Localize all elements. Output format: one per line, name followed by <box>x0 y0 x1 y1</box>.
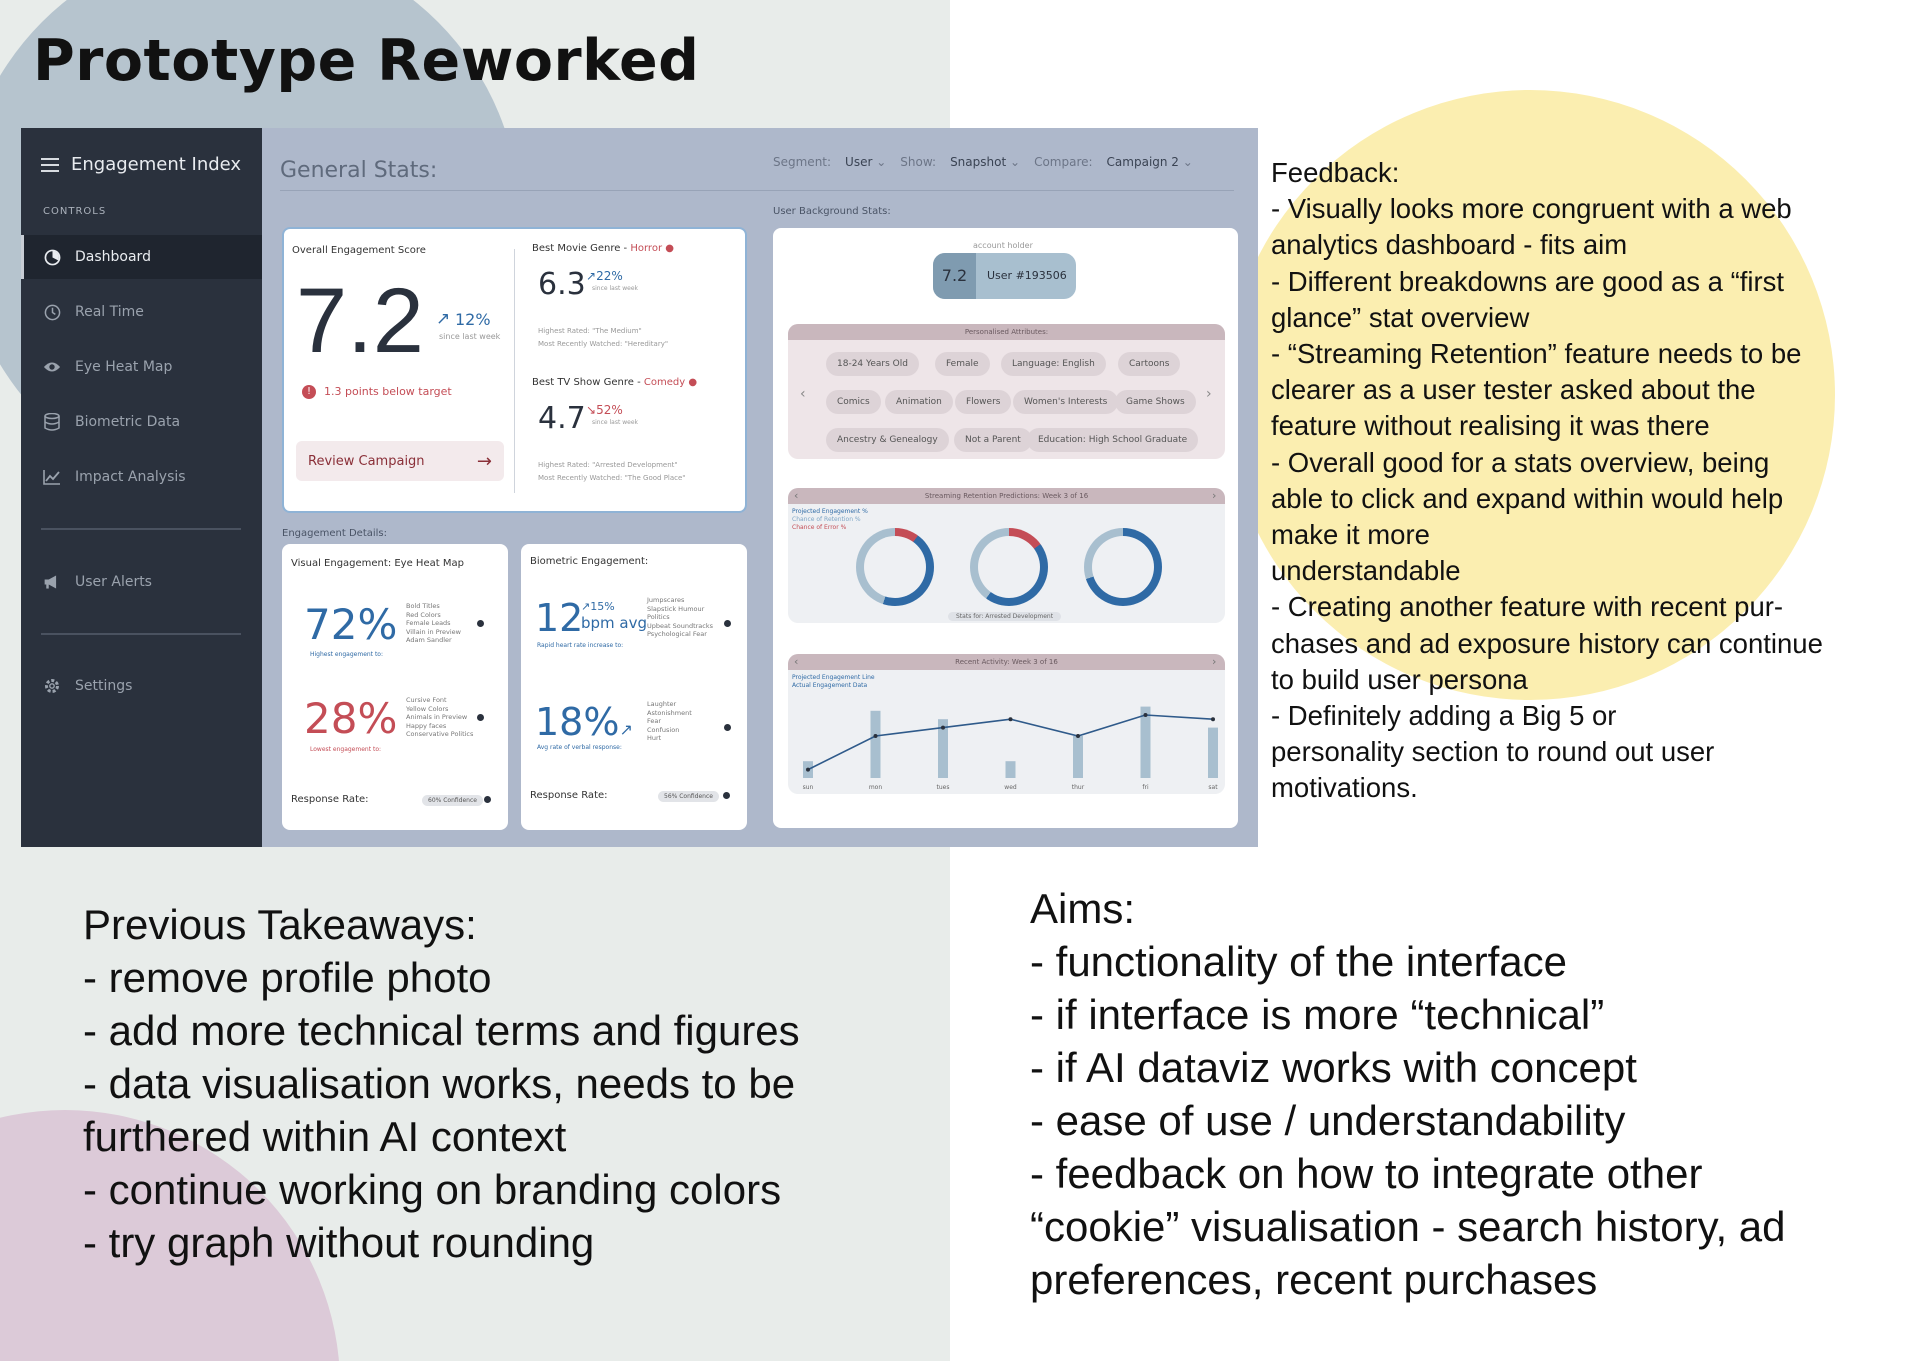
sidebar-divider <box>41 528 241 530</box>
tv-highest: Highest Rated: "Arrested Development" <box>538 461 678 469</box>
x-tick-label: fri <box>1142 784 1149 791</box>
high-note: Highest engagement to: <box>310 651 383 658</box>
feedback-line: understandable <box>1271 555 1461 587</box>
x-tick-label: sat <box>1208 784 1218 791</box>
dashboard-icon <box>43 248 61 266</box>
attribute-tag[interactable]: Education: High School Graduate <box>1027 428 1198 452</box>
x-tick-label: sun <box>802 784 814 791</box>
sidebar-item-dashboard[interactable] <box>21 235 262 279</box>
chart-bar <box>1141 707 1151 778</box>
list-item: Animals in Preview <box>406 713 468 721</box>
info-icon[interactable] <box>477 620 484 627</box>
high-engagement-value: 72% <box>304 600 398 649</box>
engagement-details-label: Engagement Details: <box>282 528 387 539</box>
list-item: Astonishment <box>647 708 692 717</box>
line-point <box>1144 713 1148 717</box>
trend-up-icon: ↗ <box>581 600 591 613</box>
attribute-tag[interactable]: Not a Parent <box>954 428 1032 452</box>
user-background-label: User Background Stats: <box>773 206 891 217</box>
controls-label: CONTROLS <box>43 206 107 217</box>
aim-line: “cookie” visualisation - search history, ad <box>1030 1203 1786 1250</box>
sidebar-item-label: Biometric Data <box>75 414 181 430</box>
chart-bar <box>871 711 881 778</box>
chevron-left-icon[interactable]: ‹ <box>794 655 799 668</box>
list-item: Happy faces <box>406 721 447 730</box>
takeaway-line: furthered within AI context <box>83 1113 567 1160</box>
compare-dropdown[interactable]: Campaign 2 ⌄ <box>1106 155 1193 169</box>
streaming-retention-panel <box>788 488 1225 623</box>
bpm-change: ↗15% <box>581 600 615 613</box>
overall-score: 7.2 <box>296 270 424 372</box>
feedback-line: analytics dashboard - fits aim <box>1271 229 1628 261</box>
tv-change: ↘52% <box>586 403 623 417</box>
retention-donut-3[interactable] <box>1084 528 1162 606</box>
list-item: Yellow Colors <box>406 704 449 713</box>
chevron-right-icon[interactable]: › <box>1212 655 1217 668</box>
aim-line: - ease of use / understandability <box>1030 1097 1626 1144</box>
info-icon: ● <box>688 377 698 388</box>
low-engagement-value: 28% <box>304 694 398 743</box>
sidebar-divider <box>41 633 241 635</box>
trend-up-icon: ↗ <box>436 309 451 329</box>
slide-title: Prototype Reworked <box>33 28 700 94</box>
chart-bar <box>1073 736 1083 778</box>
info-icon[interactable] <box>724 724 731 731</box>
feedback-text <box>1271 155 1911 807</box>
list-item: Conservative Politics <box>406 730 474 738</box>
trend-up-icon: ↗ <box>619 720 633 739</box>
list-item: Laughter <box>647 700 677 708</box>
attribute-tag[interactable]: Women's Interests <box>1013 390 1118 414</box>
line-point <box>1211 717 1215 721</box>
list-item: Confusion <box>647 725 680 734</box>
info-icon[interactable] <box>484 796 491 803</box>
attribute-tag[interactable]: Ancestry & Genealogy <box>826 428 949 452</box>
sidebar-item-label: Eye Heat Map <box>75 359 173 375</box>
list-item: Female Leads <box>406 619 451 627</box>
trend-down-icon: ↘ <box>586 403 597 417</box>
feedback-line: chases and ad exposure history can continue <box>1271 627 1823 659</box>
alert-icon: ! <box>302 385 316 399</box>
change-note: since last week <box>592 419 638 426</box>
card-divider <box>514 249 515 493</box>
feedback-line: - Creating another feature with recent pur- <box>1271 591 1784 623</box>
confidence-badge: 56% Confidence <box>658 791 719 802</box>
user-score: 7.2 <box>933 253 976 299</box>
tv-score: 4.7 <box>538 401 586 436</box>
overall-engagement-card <box>282 227 747 513</box>
sidebar-item-impact-analysis[interactable] <box>21 455 262 499</box>
takeaway-line: - continue working on branding colors <box>83 1166 782 1213</box>
visual-engagement-card <box>282 544 508 830</box>
bpm-unit: bpm avg <box>581 614 648 632</box>
retention-donut-1[interactable] <box>856 528 934 606</box>
sidebar-item-label: Real Time <box>75 304 144 320</box>
x-tick-label: tues <box>936 784 950 791</box>
biometric-engagement-card <box>521 544 747 830</box>
chevron-left-icon[interactable]: ‹ <box>794 489 799 502</box>
sidebar-item-label: User Alerts <box>75 574 152 590</box>
line-point <box>874 734 878 738</box>
verbal-response-value: 18%↗ <box>535 700 633 744</box>
page-title: General Stats: <box>280 158 438 183</box>
megaphone-icon <box>43 573 61 591</box>
aims <box>1030 882 1910 1306</box>
card-title: Visual Engagement: Eye Heat Map <box>291 558 464 569</box>
attribute-tag[interactable]: Comics <box>826 390 881 414</box>
activity-legend: Projected Engagement Line Actual Engagement Data <box>792 674 875 689</box>
sidebar-item-label: Settings <box>75 678 133 694</box>
chevron-down-icon: ⌄ <box>1182 155 1193 169</box>
retention-legend: Projected Engagement % Chance of Retention % Chance of Error % <box>792 508 868 531</box>
tv-genre-label: Best TV Show Genre - Comedy ● <box>532 377 698 388</box>
aim-line: - functionality of the interface <box>1030 938 1567 985</box>
previous-takeaways <box>83 898 883 1269</box>
activity-chart <box>788 690 1225 794</box>
clock-icon <box>43 303 61 321</box>
chevron-left-icon[interactable]: ‹ <box>800 386 806 402</box>
feedback-line: glance” stat overview <box>1271 301 1530 333</box>
show-dropdown[interactable]: Snapshot ⌄ <box>950 155 1021 169</box>
feedback-line: - Visually looks more congruent with a web <box>1271 193 1792 225</box>
feedback-line: to build user persona <box>1271 663 1528 695</box>
aim-line: preferences, recent purchases <box>1030 1256 1598 1303</box>
chevron-right-icon[interactable]: › <box>1212 489 1217 502</box>
chevron-right-icon[interactable]: › <box>1206 386 1212 402</box>
attribute-tag[interactable]: Cartoons <box>1118 352 1180 376</box>
list-item: Hurt <box>647 734 662 742</box>
takeaway-line: - data visualisation works, needs to be <box>83 1060 796 1107</box>
bpm-value: 12 <box>535 596 584 640</box>
list-item: Slapstick Humour <box>647 604 705 613</box>
low-items <box>406 696 473 739</box>
sidebar-item-label: Dashboard <box>75 249 151 265</box>
attribute-tag[interactable]: Language: English <box>1001 352 1106 376</box>
segment-label: Segment: <box>773 155 832 169</box>
attribute-tag[interactable]: Animation <box>885 390 953 414</box>
aim-line: - feedback on how to integrate other <box>1030 1150 1703 1197</box>
info-icon[interactable] <box>723 792 730 799</box>
header-divider <box>280 190 1234 191</box>
change-note: since last week <box>439 332 501 341</box>
show-label: Show: <box>900 155 937 169</box>
attribute-tag[interactable]: Game Shows <box>1115 390 1196 414</box>
feedback-line: Feedback: <box>1271 157 1400 188</box>
verbal-note: Avg rate of verbal response: <box>537 744 622 751</box>
movie-change: ↗22% <box>586 269 623 283</box>
line-point <box>806 768 810 772</box>
list-item: Politics <box>647 613 670 621</box>
eye-icon <box>43 358 61 376</box>
response-rate-label: Response Rate: <box>291 794 369 805</box>
feedback-line: make it more <box>1271 519 1430 551</box>
change-note: since last week <box>592 285 638 292</box>
retention-donut-2[interactable] <box>970 528 1048 606</box>
feedback-line: motivations. <box>1271 772 1418 804</box>
chevron-down-icon: ⌄ <box>1010 155 1021 169</box>
list-item: Adam Sandler <box>406 636 452 644</box>
recent-activity-panel <box>788 654 1225 794</box>
menu-icon[interactable] <box>41 158 59 172</box>
chevron-down-icon: ⌄ <box>876 155 887 169</box>
feedback-line: - Overall good for a stats overview, being <box>1271 446 1770 478</box>
confidence-badge: 60% Confidence <box>422 795 483 806</box>
panel-title: Streaming Retention Predictions: Week 3 of 16 <box>788 488 1225 504</box>
bpm-items <box>647 596 713 639</box>
sidebar-item-biometric-data[interactable] <box>21 400 262 444</box>
line-point <box>1009 717 1013 721</box>
feedback-line: personality section to round out user <box>1271 736 1715 768</box>
verbal-items <box>647 700 692 743</box>
database-icon <box>43 413 61 431</box>
list-item: Psychological Fear <box>647 630 707 638</box>
attribute-tag[interactable]: Flowers <box>955 390 1011 414</box>
movie-highest: Highest Rated: "The Medium" <box>538 327 642 335</box>
account-holder-label: account holder <box>973 241 1033 250</box>
chart-bar <box>1208 728 1218 778</box>
trend-up-icon: ↗ <box>586 269 597 283</box>
aim-line: - if AI dataviz works with concept <box>1030 1044 1637 1091</box>
panel-title: Personalised Attributes: <box>788 324 1225 340</box>
card-title: Biometric Engagement: <box>530 556 649 567</box>
sidebar-item-eye-heat-map[interactable] <box>21 345 262 389</box>
sidebar-item-real-time[interactable] <box>21 290 262 334</box>
arrow-right-icon: → <box>476 450 492 472</box>
line-point <box>941 726 945 730</box>
dashboard-screenshot <box>21 128 1258 847</box>
low-note: Lowest engagement to: <box>310 746 382 753</box>
filter-bar <box>773 155 1193 169</box>
line-chart-icon <box>43 468 61 486</box>
sidebar <box>21 128 262 847</box>
list-item: Upbeat Soundtracks <box>647 621 714 630</box>
x-tick-label: wed <box>1004 784 1017 791</box>
panel-title: Recent Activity: Week 3 of 16 <box>788 654 1225 670</box>
bpm-note: Rapid heart rate increase to: <box>537 642 624 649</box>
feedback-line: - Definitely adding a Big 5 or <box>1271 700 1617 732</box>
app-name: Engagement Index <box>71 154 242 175</box>
review-campaign-button[interactable]: Review Campaign → <box>296 441 504 481</box>
segment-dropdown[interactable]: User ⌄ <box>845 155 887 169</box>
chart-bar <box>1006 761 1016 778</box>
gear-icon <box>43 677 61 695</box>
list-item: Bold Titles <box>406 602 440 610</box>
sidebar-item-user-alerts[interactable] <box>21 560 262 604</box>
list-item: Cursive Font <box>406 696 447 704</box>
takeaway-line: Previous Takeaways: <box>83 901 477 948</box>
app-header <box>41 154 241 175</box>
aim-line: Aims: <box>1030 885 1135 932</box>
x-tick-label: mon <box>868 784 883 791</box>
feedback-line: - Different breakdowns are good as a “first <box>1271 265 1785 297</box>
info-icon: ● <box>665 243 674 254</box>
donut-caption-dropdown[interactable]: Stats for: Arrested Development <box>948 612 1061 621</box>
user-id: User #193506 <box>987 269 1067 282</box>
user-background-card <box>773 228 1238 828</box>
movie-genre-label: Best Movie Genre - Horror ● <box>532 243 674 254</box>
takeaway-line: - remove profile photo <box>83 954 492 1001</box>
attribute-tag[interactable]: 18-24 Years Old <box>826 352 919 376</box>
movie-recent: Most Recently Watched: "Hereditary" <box>538 340 669 348</box>
list-item: Red Colors <box>406 610 441 619</box>
aim-line: - if interface is more “technical” <box>1030 991 1605 1038</box>
list-item: Jumpscares <box>647 596 685 604</box>
takeaway-line: - add more technical terms and figures <box>83 1007 800 1054</box>
takeaway-line: - try graph without rounding <box>83 1219 595 1266</box>
response-rate-label: Response Rate: <box>530 790 608 801</box>
feedback-line: - “Streaming Retention” feature needs to be <box>1271 338 1802 370</box>
high-items <box>406 602 461 645</box>
sidebar-item-label: Impact Analysis <box>75 469 186 485</box>
feedback-line: able to click and expand within would help <box>1271 482 1784 514</box>
feedback-line: clearer as a user tester asked about the <box>1271 374 1756 406</box>
compare-label: Compare: <box>1034 155 1093 169</box>
overall-change: 12% <box>455 310 491 329</box>
card-label: Overall Engagement Score <box>292 245 426 256</box>
movie-score: 6.3 <box>538 267 586 302</box>
list-item: Villain in Preview <box>406 627 461 636</box>
sidebar-item-settings[interactable] <box>21 664 262 708</box>
x-tick-label: thur <box>1071 784 1085 791</box>
attribute-tag[interactable]: Female <box>935 352 990 376</box>
personalised-attributes-panel <box>788 324 1225 459</box>
line-point <box>1076 734 1080 738</box>
tv-recent: Most Recently Watched: "The Good Place" <box>538 474 686 482</box>
info-icon[interactable] <box>477 714 484 721</box>
list-item: Fear <box>647 717 662 725</box>
info-icon[interactable] <box>724 620 731 627</box>
feedback-line: feature without realising it was there <box>1271 410 1710 442</box>
overall-alert: 1.3 points below target <box>324 385 452 398</box>
